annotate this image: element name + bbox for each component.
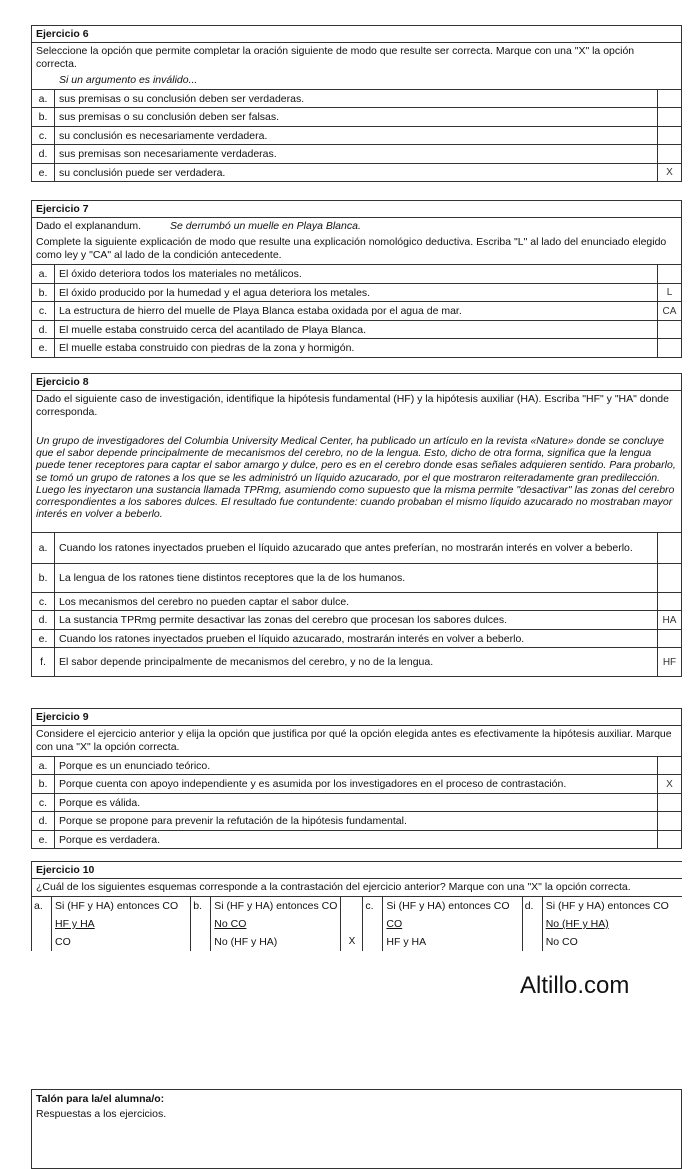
option-text: sus premisas o su conclusión deben ser falsas. [59, 111, 280, 123]
option-letter: b. [191, 897, 211, 951]
option-row [32, 107, 681, 126]
exercise-title: Ejercicio 7 [32, 201, 681, 218]
answer-cell[interactable] [657, 90, 681, 107]
option-letter: c. [32, 127, 55, 144]
option-row [32, 592, 681, 610]
option-text: Porque es válida. [59, 796, 141, 809]
option-letter: e. [32, 630, 55, 647]
answer-cell[interactable]: X [341, 897, 363, 951]
exercise-7 [31, 200, 682, 358]
answer-cell[interactable] [657, 533, 681, 563]
option-row [32, 563, 681, 592]
option-row [32, 647, 681, 676]
option-row [32, 144, 681, 163]
slip-title: Talón para la/el alumna/o: [36, 1093, 165, 1105]
answer-cell[interactable] [657, 831, 681, 848]
answer-cell[interactable] [657, 127, 681, 144]
option-text: La estructura de hierro del muelle de Playa Blanca estaba oxidada por el agua de mar. [59, 305, 462, 317]
option-text: El muelle estaba construido cerca del acantilado de Playa Blanca. [59, 323, 367, 336]
option-letter: a. [32, 90, 55, 107]
option-text: Cuando los ratones inyectados prueben el líquido azucarado, mostrarán interés en volver a beberlo. [59, 632, 525, 645]
answer-cell[interactable] [657, 145, 681, 163]
scheme-premise-1: Si (HF y HA) entonces CO [214, 900, 338, 912]
exercise-instruction: Dado el siguiente caso de investigación, identifique la hipótesis fundamental (HF) y la hipótesis auxiliar (HA). Escriba "HF" y "HA" donde corresponda. [36, 393, 669, 418]
scheme-conclusion: No (HF y HA) [214, 936, 278, 948]
option-letter: a. [32, 533, 55, 563]
option-row [32, 283, 681, 301]
scheme-premise-2: CO [386, 918, 403, 930]
exercise-title: Ejercicio 9 [32, 709, 681, 726]
option-letter: e. [32, 164, 55, 181]
scheme-body [211, 897, 341, 951]
scheme-conclusion: No CO [545, 936, 578, 948]
option-text: El óxido deteriora todos los materiales no metálicos. [59, 268, 302, 280]
watermark: Altillo.com [520, 972, 630, 999]
option-row [32, 126, 681, 144]
slip-subtitle: Respuestas a los ejercicios. [36, 1108, 167, 1120]
research-case-text: Un grupo de investigadores del Columbia University Medical Center, ha publicado un artículo en la revista «Nature» donde se concluye que el sabor depende principalmente de mecanismos del cerebro, no de la lengua. Esto, dicho de otra forma, significa que la lengua puede tener receptores para captar el sabor amargo y dulce, pero es en el cerebro donde esas señales adquieren sentido. Para probarlo, se tomó un grupo de ratones a los que se les administró un líquido azucarado, por el que mostraron reiteradamente gran predilección. Luego les inyectaron una sustancia llamada TPRmg, asumiendo como supuesto que la misma permite "desactivar" las zonas del cerebro correspondientes a los sabores dulces. El resultado fue contundente: cuando probaban el mismo líquido azucarado no mostraban mayor interés en volver a beberlo. [36, 435, 676, 521]
option-text: sus premisas o su conclusión deben ser verdaderas. [59, 92, 305, 105]
option-text: Porque se propone para prevenir la refutación de la hipótesis fundamental. [59, 815, 407, 827]
answer-cell[interactable] [657, 265, 681, 283]
option-text: El muelle estaba construido con piedras de la zona y hormigón. [59, 342, 355, 354]
option-letter: a. [32, 757, 55, 774]
option-letter: c. [363, 897, 383, 951]
exercise-premise: Si un argumento es inválido... [59, 74, 198, 86]
option-letter: e. [32, 831, 55, 848]
option-row [32, 532, 681, 563]
scheme-conclusion: CO [55, 936, 71, 948]
explanandum-line [32, 218, 681, 234]
answer-cell[interactable] [657, 630, 681, 647]
scheme-premise-2: HF y HA [55, 918, 95, 930]
option-row [32, 320, 681, 338]
scheme-body [543, 897, 682, 951]
option-row [32, 89, 681, 107]
option-text: Cuando los ratones inyectados prueben el líquido azucarado que antes preferían, no mostrarán interés en volver a beberlo. [59, 542, 633, 555]
explanandum-text: Se derrumbó un muelle en Playa Blanca. [170, 220, 361, 232]
option-row [32, 793, 681, 811]
answer-cell[interactable] [657, 339, 681, 357]
scheme-premise-1: Si (HF y HA) entonces CO [55, 900, 179, 912]
option-text: La lengua de los ratones tiene distintos receptores que la de los humanos. [59, 572, 406, 585]
answer-cell[interactable]: CA [657, 302, 681, 320]
option-letter: c. [32, 593, 55, 610]
exercise-instruction: ¿Cuál de los siguientes esquemas corresponde a la contrastación del ejercicio anterior? Marque con una "X" la opción correcta. [36, 881, 631, 893]
option-letter: b. [32, 564, 55, 592]
option-text: Porque es un enunciado teórico. [59, 759, 211, 772]
option-text: sus premisas son necesariamente verdaderas. [59, 148, 277, 160]
exercise-instruction: Complete la siguiente explicación de modo que resulte una explicación nomológico deductiva. Escriba "L" al lado del enunciado elegido como ley y "CA" al lado de la condición antecedente. [36, 236, 667, 261]
scheme-conclusion: HF y HA [386, 936, 427, 948]
option-letter: c. [32, 302, 55, 320]
option-letter: d. [523, 897, 543, 951]
option-letter: b. [32, 284, 55, 301]
exercise-8 [31, 373, 682, 677]
option-text: su conclusión puede ser verdadera. [59, 166, 226, 179]
scheme-body [52, 897, 191, 951]
option-text: Los mecanismos del cerebro no pueden captar el sabor dulce. [59, 595, 350, 608]
answer-cell[interactable]: X [657, 775, 681, 793]
answer-cell[interactable] [657, 794, 681, 811]
answer-cell[interactable] [657, 108, 681, 126]
exercise-10 [31, 861, 682, 951]
option-letter: b. [32, 775, 55, 793]
option-letter: c. [32, 794, 55, 811]
exercise-title: Ejercicio 10 [32, 862, 682, 879]
scheme-premise-2: No CO [214, 918, 247, 930]
option-row [32, 629, 681, 647]
explanandum-label: Dado el explanandum. [36, 220, 142, 232]
option-text: El sabor depende principalmente de mecanismos del cerebro, y no de la lengua. [59, 656, 434, 669]
answer-cell[interactable]: X [657, 164, 681, 181]
exercise-9 [31, 708, 682, 849]
exercise-title: Ejercicio 8 [32, 374, 681, 391]
scheme-option [32, 897, 191, 951]
option-row [32, 610, 681, 629]
answer-cell[interactable]: HA [657, 611, 681, 629]
option-row [32, 301, 681, 320]
scheme-premise-2: No (HF y HA) [545, 918, 609, 930]
answer-cell[interactable] [657, 564, 681, 592]
answer-cell[interactable]: HF [657, 648, 681, 676]
option-letter: d. [32, 321, 55, 338]
exercise-instruction: Seleccione la opción que permite completar la oración siguiente de modo que resulte ser correcta. Marque con una "X" la opción correcta. [36, 45, 635, 70]
exercise-title: Ejercicio 6 [32, 26, 681, 43]
scheme-option [523, 897, 682, 951]
option-row [32, 774, 681, 793]
option-letter: a. [32, 265, 55, 283]
option-text: El óxido producido por la humedad y el agua deteriora los metales. [59, 286, 371, 299]
option-letter: d. [32, 611, 55, 629]
option-letter: d. [32, 145, 55, 163]
student-answer-slip [31, 1089, 682, 1169]
option-letter: e. [32, 339, 55, 357]
scheme-premise-1: Si (HF y HA) entonces CO [386, 900, 510, 912]
option-text: La sustancia TPRmg permite desactivar las zonas del cerebro que procesan los sabores dulces. [59, 614, 508, 627]
option-letter: f. [32, 648, 55, 676]
option-text: Porque es verdadera. [59, 833, 160, 846]
option-row [32, 163, 681, 181]
option-row [32, 830, 681, 848]
option-letter: a. [32, 897, 52, 951]
exercise-instruction: Considere el ejercicio anterior y elija la opción que justifica por qué la opción elegida antes es efectivamente la hipótesis auxiliar. Marque con una "X" la opción correcta. [36, 728, 672, 753]
scheme-premise-1: Si (HF y HA) entonces CO [545, 900, 669, 912]
option-letter: b. [32, 108, 55, 126]
answer-cell[interactable]: L [657, 284, 681, 301]
option-row [32, 811, 681, 830]
option-row [32, 264, 681, 283]
scheme-option [363, 897, 522, 951]
answer-cell[interactable] [657, 593, 681, 610]
option-text: su conclusión es necesariamente verdadera. [59, 129, 268, 142]
answer-cell[interactable] [657, 321, 681, 338]
answer-cell[interactable] [657, 812, 681, 830]
option-row [32, 338, 681, 357]
exercise-6 [31, 25, 682, 182]
scheme-option [191, 897, 363, 951]
scheme-body [383, 897, 522, 951]
answer-cell[interactable] [657, 757, 681, 774]
option-letter: d. [32, 812, 55, 830]
scheme-options [32, 896, 682, 951]
option-text: Porque cuenta con apoyo independiente y es asumida por los investigadores en el proceso de contrastación. [59, 778, 567, 790]
option-row [32, 756, 681, 774]
